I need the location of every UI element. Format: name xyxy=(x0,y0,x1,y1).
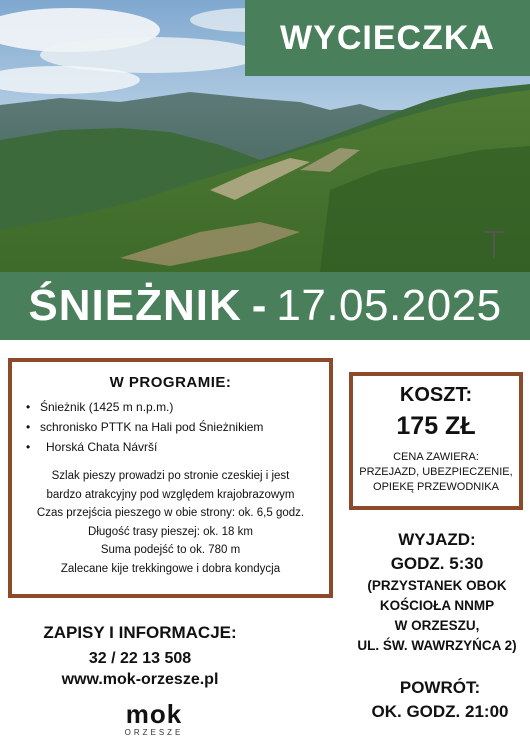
title-bar xyxy=(0,272,530,340)
price-note-line: PRZEJAZD, UBEZPIECZENIE, xyxy=(359,466,513,478)
departure-place-line: W ORZESZU, xyxy=(394,618,480,633)
price-amount: 175 ZŁ xyxy=(396,412,476,440)
program-heading: W PROGRAMIE: xyxy=(109,374,232,391)
description-line: Zalecane kije trekkingowe i dobra kondycja xyxy=(60,562,281,575)
description-line: Szlak pieszy prowadzi po stronie czeskiej i jest xyxy=(51,470,290,482)
contact-phone[interactable]: 32 / 22 13 508 xyxy=(88,650,192,667)
list-item-text: schronisko PTTK na Hali pod Śnieżnikiem xyxy=(40,420,264,434)
departure-place-line: UL. ŚW. WAWRZYŃCA 2) xyxy=(357,638,517,653)
logo-subtitle: ORZESZE xyxy=(124,728,184,737)
list-item xyxy=(26,397,315,417)
description-line: Suma podejść to ok. 780 m xyxy=(100,544,241,556)
list-item-text: Śnieżnik (1425 m n.p.m.) xyxy=(40,400,174,414)
return-info xyxy=(360,676,520,724)
list-item xyxy=(26,417,315,437)
departure-label: WYJAZD: xyxy=(398,530,476,549)
bullet-dot-icon: • xyxy=(26,420,31,434)
price-box xyxy=(349,372,523,510)
description-line: Czas przejścia pieszego w obie strony: ok. 6,5 godz. xyxy=(36,507,305,519)
departure-info xyxy=(350,528,524,656)
program-box xyxy=(8,358,333,598)
list-item xyxy=(26,437,315,457)
price-note-line: OPIEKĘ PRZEWODNIKA xyxy=(373,481,499,493)
bullet-dot-icon: • xyxy=(26,400,31,414)
departure-place-line: KOŚCIOŁA NNMP xyxy=(379,598,495,613)
price-label: KOSZT: xyxy=(399,384,473,406)
destination-title: ŚNIEŻNIK xyxy=(28,281,242,330)
return-label: POWRÓT: xyxy=(399,678,481,697)
return-time: OK. GODZ. 21:00 xyxy=(371,702,509,721)
price-includes xyxy=(353,450,519,495)
description-line: bardzo atrakcyjny pod względem krajobrazowym xyxy=(46,488,295,501)
description-line: Długość trasy pieszej: ok. 18 km xyxy=(88,525,253,538)
mok-logo xyxy=(104,700,204,738)
contact-heading: ZAPISY I INFORMACJE: xyxy=(43,623,237,642)
contact-website-link[interactable]: www.mok-orzesze.pl xyxy=(61,671,219,688)
list-item-text: Horská Chata Návrší xyxy=(46,440,158,454)
program-description xyxy=(26,467,315,578)
departure-place-line: (PRZYSTANEK OBOK xyxy=(367,578,507,593)
departure-time: GODZ. 5:30 xyxy=(390,554,484,573)
title-separator: - xyxy=(251,281,267,330)
logo-mark: mok xyxy=(125,699,183,729)
bullet-dot-icon: • xyxy=(26,440,31,454)
price-note-line: CENA ZAWIERA: xyxy=(393,451,479,463)
trip-date: 17.05.2025 xyxy=(276,281,502,330)
badge-label: WYCIECZKA xyxy=(280,18,495,57)
trip-badge xyxy=(245,0,530,76)
program-list xyxy=(26,397,315,457)
contact-info xyxy=(20,622,260,690)
